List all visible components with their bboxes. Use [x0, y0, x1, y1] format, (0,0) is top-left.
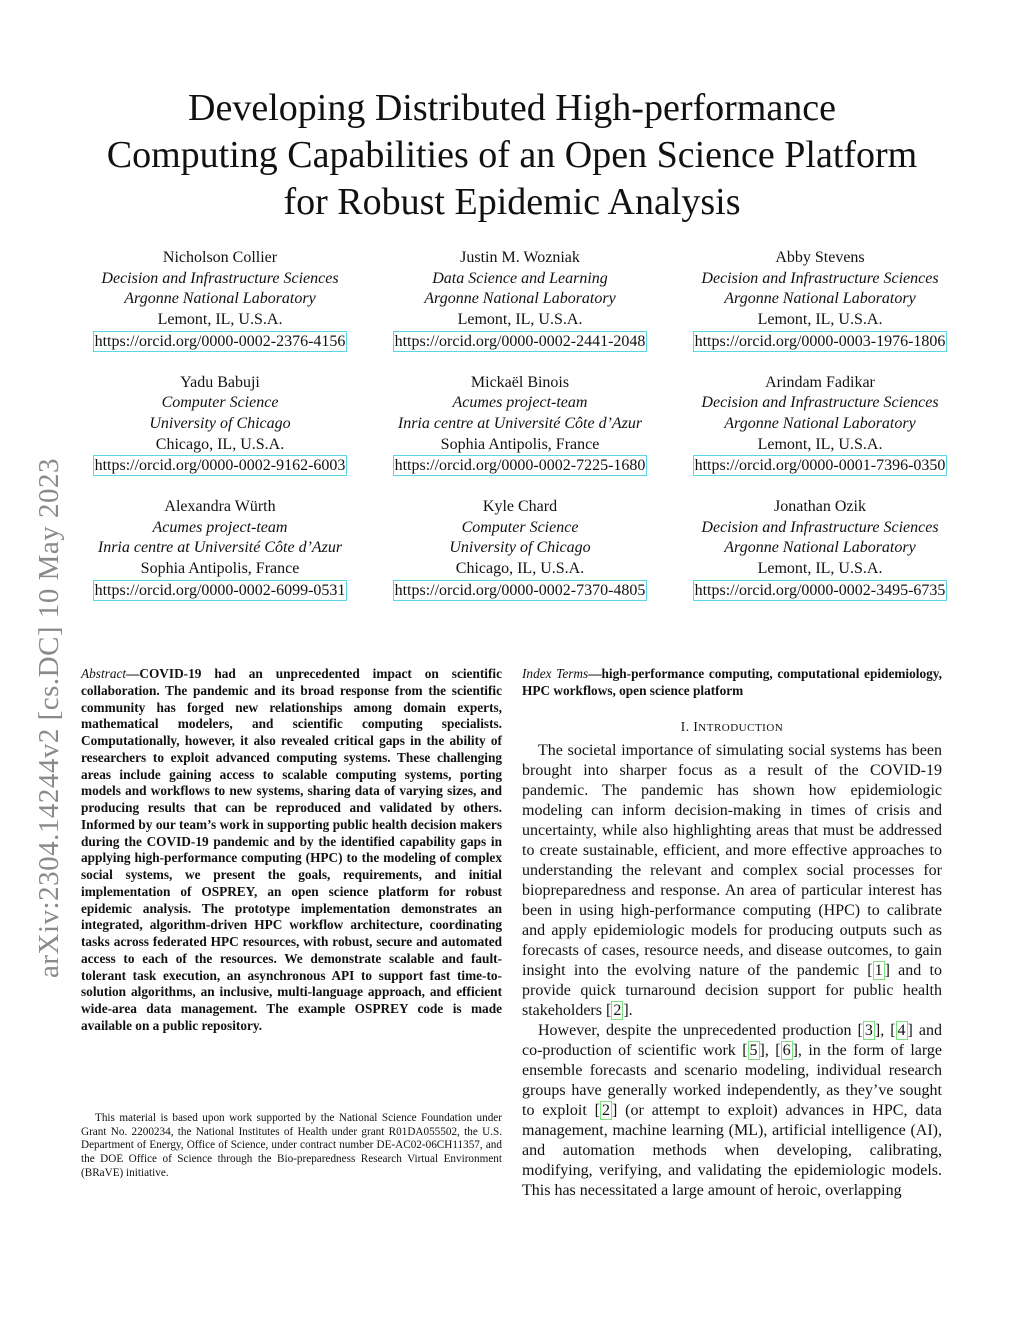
section-heading-introduction: [522, 719, 942, 735]
citation-link[interactable]: 2: [601, 1101, 610, 1119]
author-department: Decision and Infrastructure Sciences: [701, 394, 939, 412]
orcid-link[interactable]: https://orcid.org/0000-0002-2441-2048: [394, 332, 646, 350]
author-location: Lemont, IL, U.S.A.: [757, 560, 883, 578]
citation-link[interactable]: 4: [897, 1021, 906, 1039]
intro-p2-text-e: , in the form of large ensemble forecasts and scenario modeling, individual research groups have generally worked independently, as they’ve sought to exploit: [522, 1041, 943, 1119]
author-name: Arindam Fadikar: [765, 373, 875, 391]
author-orcid-row: [370, 455, 670, 477]
author-organization: Argonne National Laboratory: [724, 290, 916, 308]
intro-p2-text-b: ,: [880, 1021, 891, 1039]
author-orcid-row: [370, 331, 670, 353]
intro-p2-text-a: However, despite the unprecedented production: [538, 1021, 858, 1039]
abstract-text: —COVID-19 had an unprecedented impact on scientific collaboration. The pandemic and its broad response from the scientific community has forged new relationships among domain experts, mathematical modelers, and scientific computing specialists. Computationally, however, it also revealed critical gaps in the ability of researchers to exploit advanced computing systems. These challenging areas include gaining access to scalable computing systems, porting models and workflows to new systems, sharing data of varying sizes, and producing results that can be reproduced and validated by others. Informed by our team’s work in supporting public health decision makers during the COVID-19 pandemic and by the identified capability gaps in applying high-performance computing (HPC) to the modeling of complex social systems, we present the goals, requirements, and initial implementation of OSPREY, an open science platform for robust epidemic analysis. The prototype implementation demonstrates an integrated, algorithm-driven HPC workflow architecture, coordinating tasks across federated HPC resources, with robust, secure and automated access to each of the resources. We demonstrate scalable and fault-tolerant task execution, an asynchronous API to support fast time-to-solution algorithms, an inclusive, multi-language approach, and efficient wide-area data management. The example OSPREY code is made available on a public repository.: [81, 666, 502, 1033]
citation-link[interactable]: 2: [613, 1001, 622, 1019]
author-department: Decision and Infrastructure Sciences: [701, 269, 939, 287]
orcid-link[interactable]: https://orcid.org/0000-0001-7396-0350: [694, 457, 946, 475]
orcid-link[interactable]: https://orcid.org/0000-0002-2376-4156: [94, 332, 346, 350]
author-orcid-row: [70, 580, 370, 602]
author-orcid-row: [370, 580, 670, 602]
author-department: Data Science and Learning: [432, 269, 608, 287]
author-orcid-row: [670, 580, 970, 602]
right-column: [522, 666, 942, 1201]
citation-link[interactable]: 1: [874, 961, 883, 979]
author-name: Jonathan Ozik: [774, 498, 866, 516]
intro-p1-text-c: .: [628, 1001, 633, 1019]
abstract-label: Abstract: [81, 666, 127, 681]
orcid-link[interactable]: https://orcid.org/0000-0002-3495-6735: [694, 581, 946, 599]
author-card: [70, 248, 370, 353]
author-organization: University of Chicago: [149, 414, 291, 432]
intro-p2-text-d: ,: [764, 1041, 776, 1059]
author-name: Yadu Babuji: [180, 373, 260, 391]
funding-footnote: This material is based upon work supported by the National Science Foundation under Grant No. 2200234, the National Institutes of Health under grant R01DA055502, the U.S. Department of Energy, Office of Science, under contract number DE-AC02-06CH11357, and the DOE Office of Science through the Bio-preparedness Research Virtual Environment (BRaVE) initiative.: [81, 1112, 502, 1179]
citation-link[interactable]: 5: [749, 1041, 758, 1059]
orcid-link[interactable]: https://orcid.org/0000-0002-9162-6003: [94, 457, 346, 475]
intro-p1-text-b: and to provide quick turnaround decision support for public health stakeholders: [522, 961, 943, 1019]
author-department: Computer Science: [461, 518, 579, 536]
orcid-link[interactable]: https://orcid.org/0000-0002-6099-0531: [94, 581, 346, 599]
section-number: I.: [680, 718, 694, 734]
citation-link[interactable]: 3: [864, 1021, 873, 1039]
section-initial: I: [693, 718, 699, 734]
author-location: Lemont, IL, U.S.A.: [157, 311, 283, 329]
author-location: Chicago, IL, U.S.A.: [155, 435, 285, 453]
author-location: Sophia Antipolis, France: [440, 435, 600, 453]
author-organization: University of Chicago: [449, 539, 591, 557]
author-department: Acumes project-team: [452, 394, 588, 412]
arxiv-identifier: arXiv:2304.14244v2 [cs.DC] 10 May 2023: [33, 457, 65, 978]
intro-p2-text-f: (or attempt to exploit) advances in HPC, data management, machine learning (ML), artificial intelligence (AI), and automation methods when developing, calibrating, modifying, verifying, and validating the epidemiologic models. This has necessitated a large amount of heroic, overlapping: [522, 1101, 942, 1199]
author-organization: Argonne National Laboratory: [424, 290, 616, 308]
author-card: [670, 373, 970, 478]
author-name: Abby Stevens: [775, 249, 865, 266]
index-terms: [522, 666, 942, 700]
orcid-link[interactable]: https://orcid.org/0000-0002-7225-1680: [394, 457, 646, 475]
citation-link[interactable]: 6: [782, 1041, 791, 1059]
author-card: [70, 497, 370, 602]
author-organization: Argonne National Laboratory: [124, 290, 316, 308]
author-orcid-row: [670, 455, 970, 477]
author-location: Lemont, IL, U.S.A.: [757, 311, 883, 329]
orcid-link[interactable]: https://orcid.org/0000-0002-7370-4805: [394, 581, 646, 599]
author-name: Justin M. Wozniak: [460, 249, 580, 266]
left-column: [81, 666, 502, 1035]
author-name: Alexandra Würth: [164, 498, 276, 516]
index-terms-text: —high-performance computing, computational epidemiology, HPC workflows, open science platform: [522, 666, 942, 698]
index-terms-label: Index Terms: [522, 666, 589, 681]
author-card: [370, 248, 670, 353]
intro-paragraph-2: However, despite the unprecedented production [ 3 ], [ 4 ] and co-production of scientific work [ 5 ], [ 6 ], in the form of large ensemble forecasts and scenario modeling, individual research groups have generally worked independently, as they’ve sought to exploit [ 2 ] (or attempt to exploit) advances in HPC, data management, machine learning (ML), artificial intelligence (AI), and automation methods when developing, calibrating, modifying, verifying, and validating the epidemiologic models. This has necessitated a large amount of heroic, overlapping: [522, 1021, 943, 1199]
author-orcid-row: [670, 331, 970, 353]
author-name: Mickaël Binois: [470, 373, 570, 391]
author-card: [670, 497, 970, 602]
author-name: Kyle Chard: [482, 498, 558, 516]
author-department: Computer Science: [161, 394, 279, 412]
author-orcid-row: [70, 455, 370, 477]
author-card: [370, 373, 670, 478]
author-department: Acumes project-team: [152, 518, 288, 536]
author-organization: Inria centre at Université Côte d’Azur: [97, 539, 343, 557]
author-card: [70, 373, 370, 478]
author-organization: Inria centre at Université Côte d’Azur: [397, 414, 643, 432]
author-organization: Argonne National Laboratory: [724, 539, 916, 557]
author-location: Lemont, IL, U.S.A.: [757, 435, 883, 453]
intro-p1-text-a: The societal importance of simulating social systems has been brought into sharper focus as a result of the COVID-19 pandemic. The pandemic has shown how epidemiologic modeling can inform decision-making in times of crisis and uncertainty, while also highlighting areas that must be addressed to create sustainable, efficient, and more effective approaches to understanding the relevant and complex social processes for biopreparedness and response. An area of particular interest has been in using high-performance computing (HPC) to calibrate and apply epidemiologic models for producing outputs such as forecasts of cases, resource needs, and disease outcomes, to gain insight into the evolving nature of the pandemic: [522, 741, 942, 979]
author-organization: Argonne National Laboratory: [724, 414, 916, 432]
intro-paragraph-1: The societal importance of simulating social systems has been brought into sharper focus as a result of the COVID-19 pandemic. The pandemic has shown how epidemiologic modeling can inform decision-making in times of crisis and uncertainty, while also highlighting areas that must be addressed to create sustainable, efficient, and more effective approaches to understanding the relevant and complex social processes for biopreparedness and response. An area of particular interest has been in using high-performance computing (HPC) to calibrate and apply epidemiologic models for producing outputs such as forecasts of cases, resource needs, and disease outcomes, to gain insight into the evolving nature of the pandemic [ 1 ] and to provide quick turnaround decision support for public health stakeholders [ 2 ].: [522, 741, 943, 1019]
abstract: [81, 666, 502, 1035]
author-location: Sophia Antipolis, France: [140, 560, 300, 578]
author-location: Chicago, IL, U.S.A.: [455, 560, 585, 578]
section-rest: NTRODUCTION: [698, 721, 784, 734]
intro-p2-text-c: and co-production of scientific work: [522, 1021, 942, 1059]
author-name: Nicholson Collier: [162, 249, 278, 266]
paper-title: Developing Distributed High-performance Computing Capabilities of an Open Science Platform for Robust Epidemic Analysis: [106, 87, 918, 223]
author-card: [670, 248, 970, 353]
author-card: [370, 497, 670, 602]
author-department: Decision and Infrastructure Sciences: [701, 518, 939, 536]
orcid-link[interactable]: https://orcid.org/0000-0003-1976-1806: [694, 332, 946, 350]
author-orcid-row: [70, 331, 370, 353]
author-department: Decision and Infrastructure Sciences: [101, 269, 339, 287]
author-location: Lemont, IL, U.S.A.: [457, 311, 583, 329]
author-block: [70, 248, 970, 602]
